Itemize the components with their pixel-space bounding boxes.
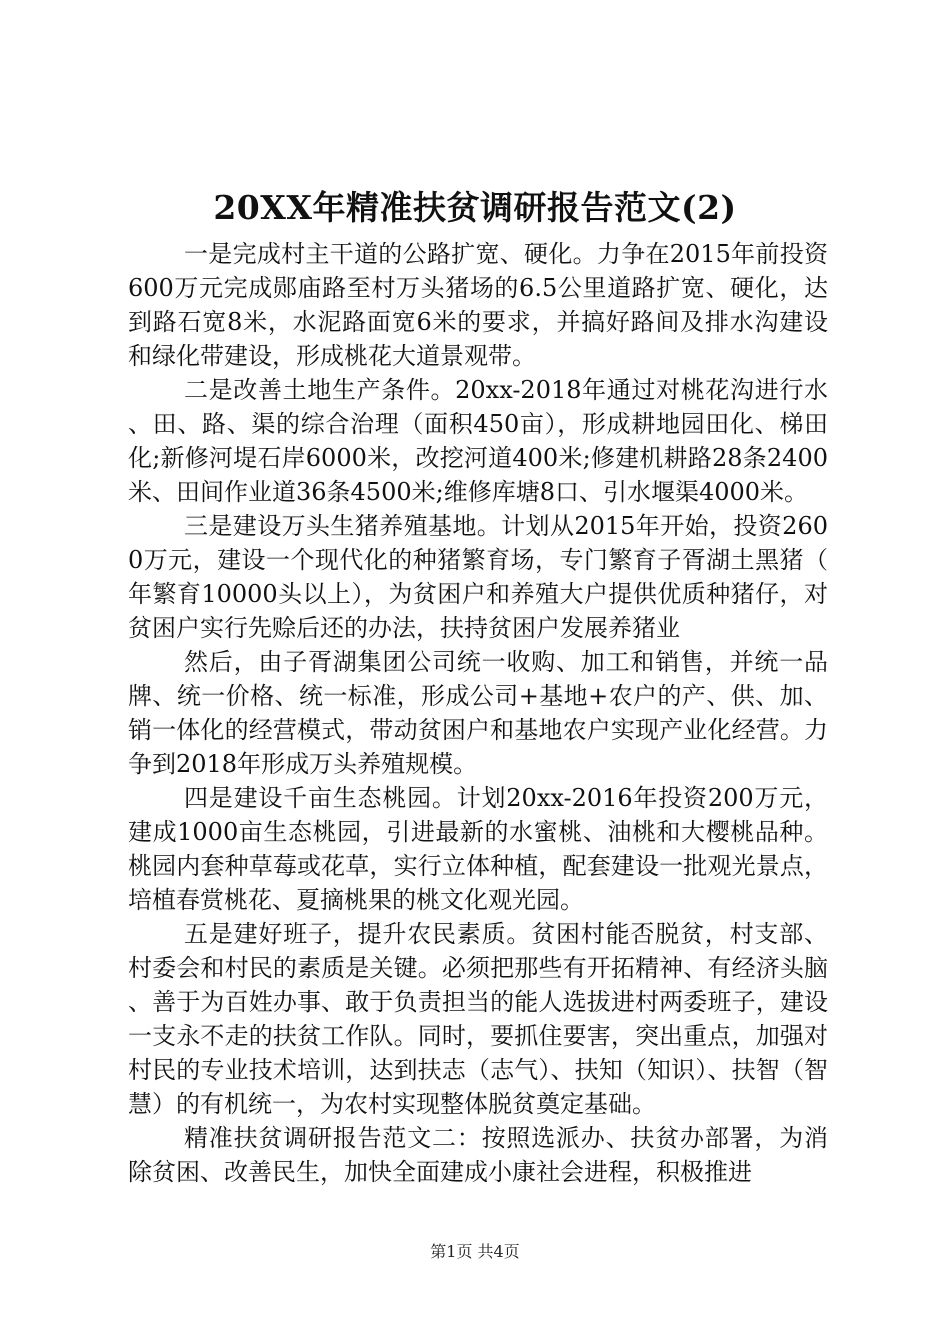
paragraph-2: 二是改善土地生产条件。20xx-2018年通过对桃花沟进行水、田、路、渠的综合治理（面积450亩），形成耕地园田化、梯田化;新修河堤石岸6000米，改挖河道400米;修建机耕路28条2400米、田间作业道36条4500米;维修库塘8口、引水堰渠4000米。 [128,376,828,506]
document-title: 20XX年精准扶贫调研报告范文(2) [213,188,737,227]
page-footer: 第1页 共4页 [430,1242,520,1261]
paragraph-7: 精准扶贫调研报告范文二：按照选派办、扶贫办部署，为消除贫困、改善民生，加快全面建成小康社会进程，积极推进 [128,1124,828,1186]
paragraph-1: 一是完成村主干道的公路扩宽、硬化。力争在2015年前投资600万元完成郧庙路至村万头猪场的6.5公里道路扩宽、硬化，达到路石宽8米，水泥路面宽6米的要求，并搞好路间及排水沟建设和绿化带建设，形成桃花大道景观带。 [128,240,828,370]
paragraph-3: 三是建设万头生猪养殖基地。计划从2015年开始，投资2600万元，建设一个现代化的种猪繁育场，专门繁育子胥湖土黑猪（年繁育10000头以上），为贫困户和养殖大户提供优质种猪仔，对贫困户实行先赊后还的办法，扶持贫困户发展养猪业 [128,512,828,642]
paragraph-6: 五是建好班子，提升农民素质。贫困村能否脱贫，村支部、村委会和村民的素质是关键。必须把那些有开拓精神、有经济头脑、善于为百姓办事、敢于负责担当的能人选拔进村两委班子，建设一支永不走的扶贫工作队。同时，要抓住要害，突出重点，加强对村民的专业技术培训，达到扶志（志气）、扶知（知识）、扶智（智慧）的有机统一，为农村实现整体脱贫奠定基础。 [128,920,828,1118]
paragraph-4: 然后，由子胥湖集团公司统一收购、加工和销售，并统一品牌、统一价格、统一标准，形成公司+基地+农户的产、供、加、销一体化的经营模式，带动贫困户和基地农户实现产业化经营。力争到2018年形成万头养殖规模。 [128,648,828,778]
document-body [128,237,828,1189]
paragraph-5: 四是建设千亩生态桃园。计划20xx-2016年投资200万元，建成1000亩生态桃园，引进最新的水蜜桃、油桃和大樱桃品种。桃园内套种草莓或花草，实行立体种植，配套建设一批观光景点，培植春赏桃花、夏摘桃果的桃文化观光园。 [128,784,828,914]
